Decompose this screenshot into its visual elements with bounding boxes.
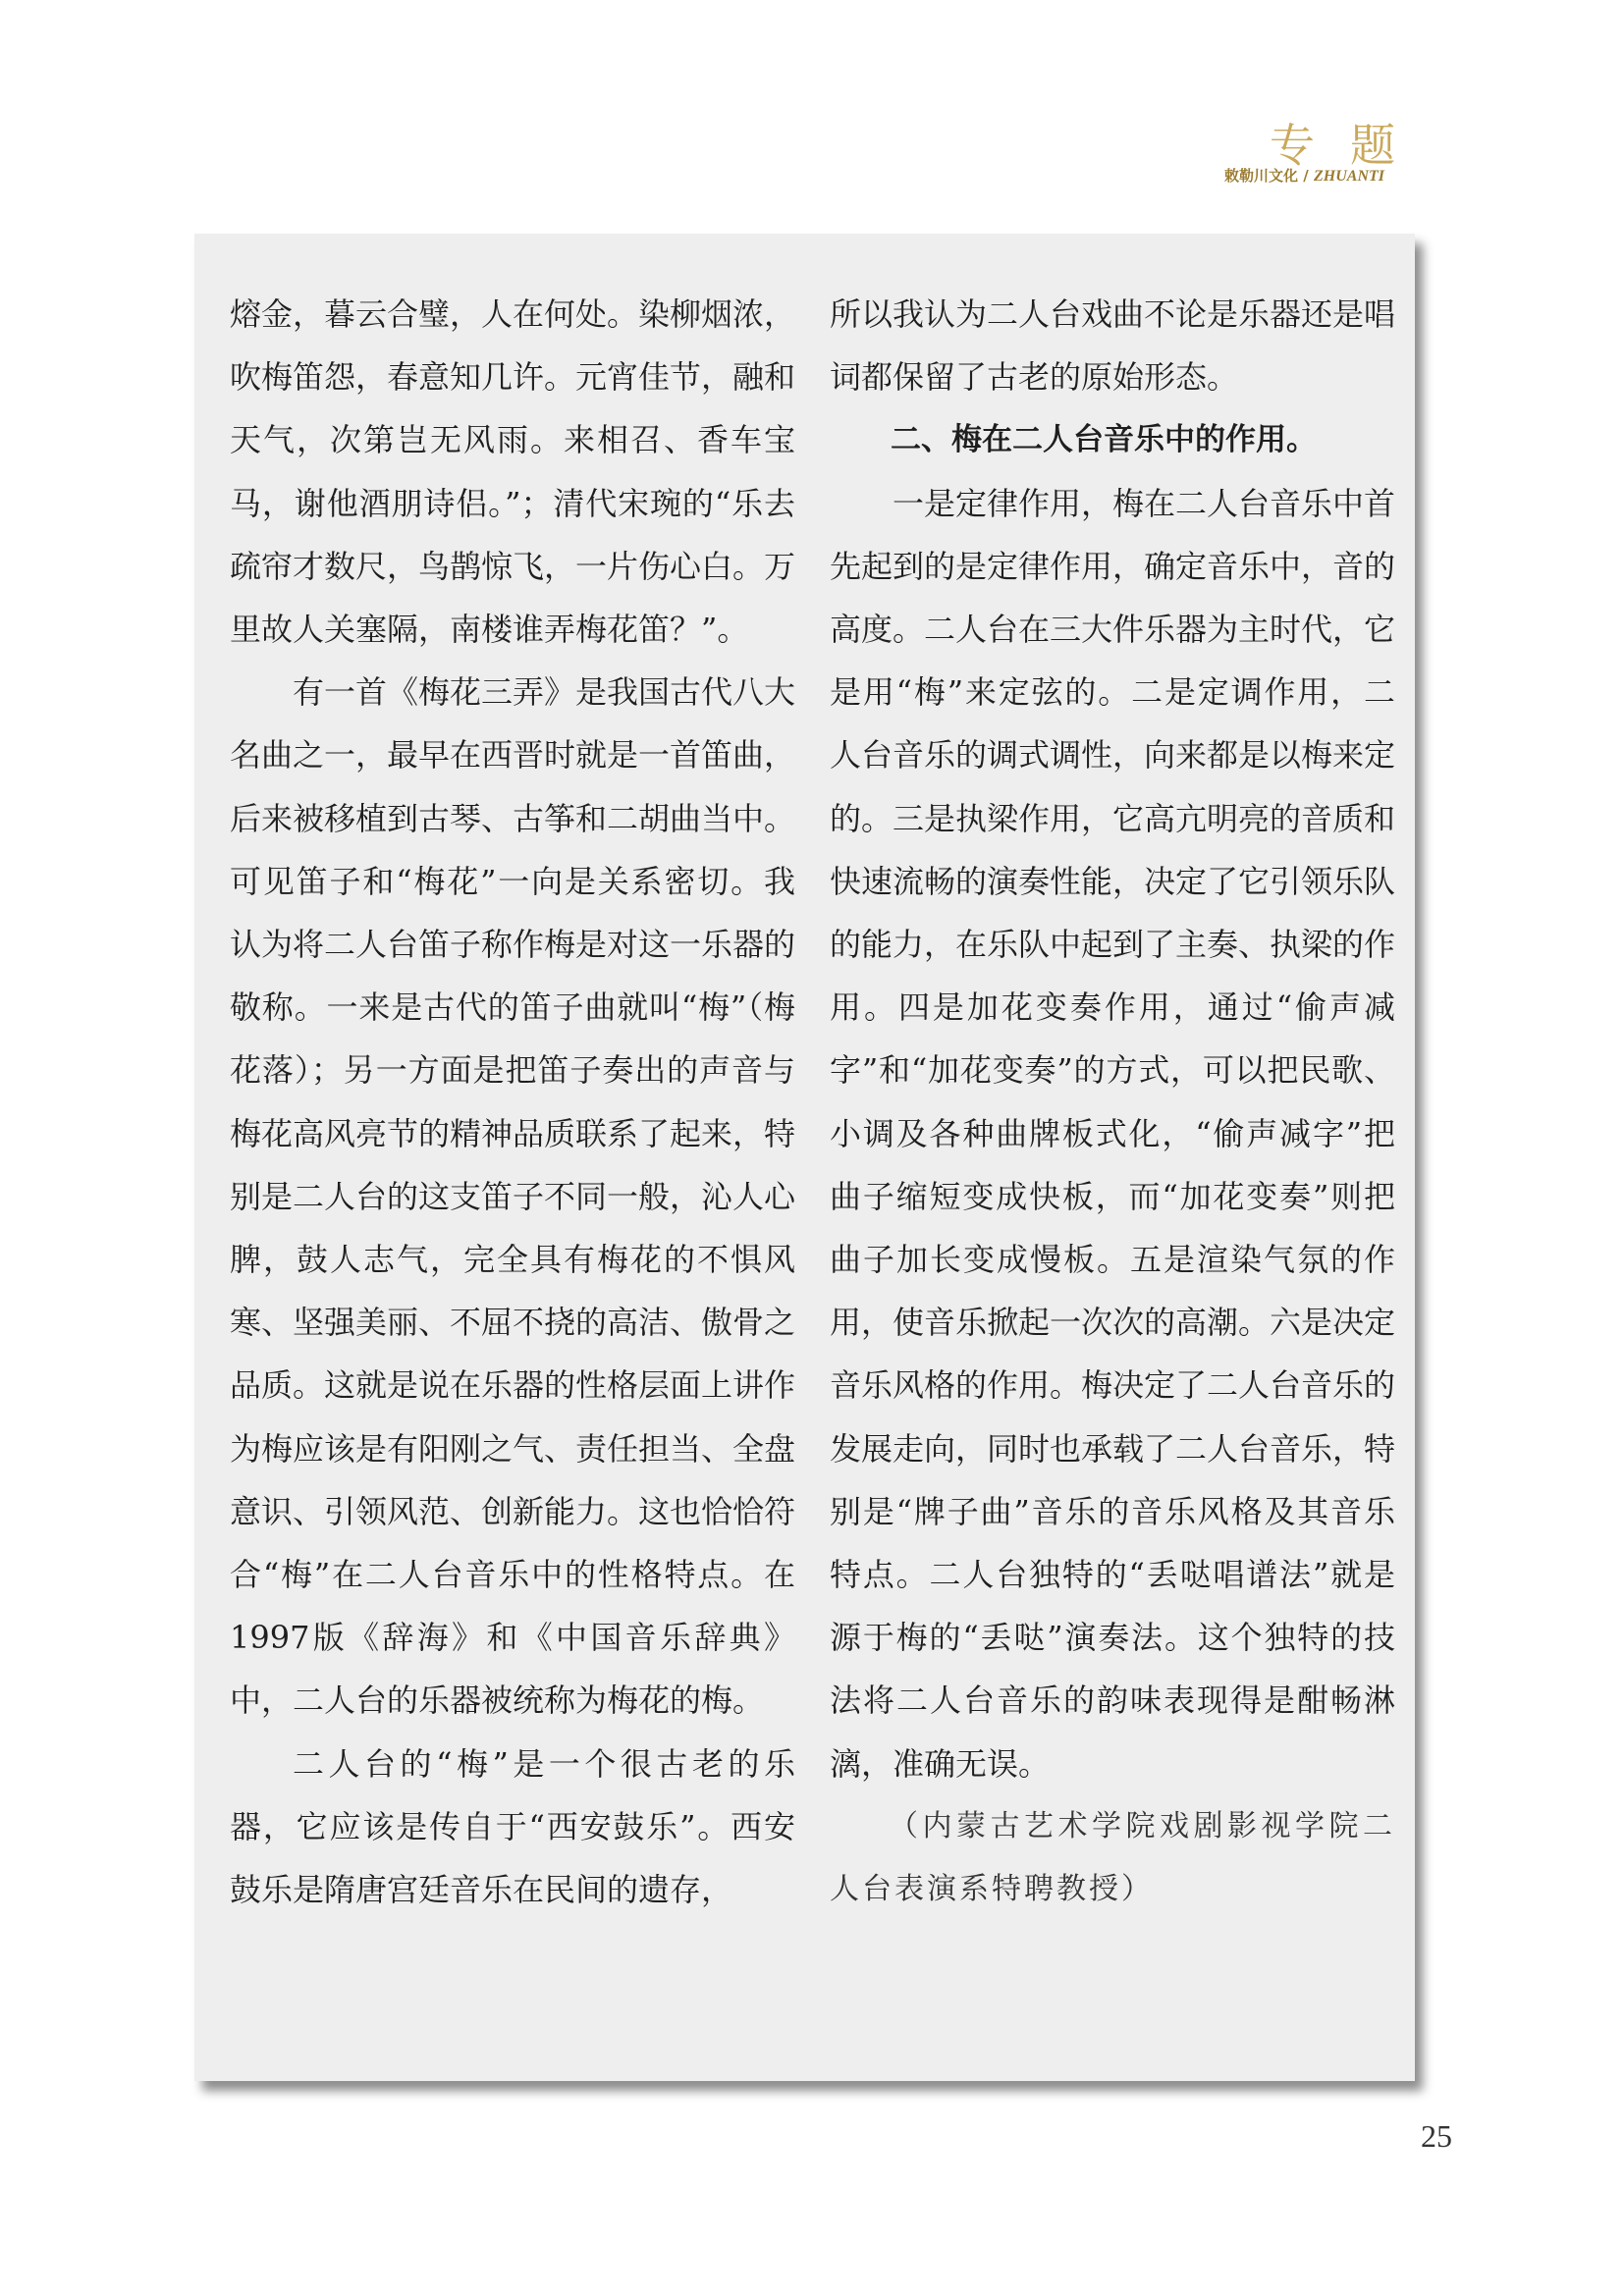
section-heading: 二、梅在二人台音乐中的作用。 <box>891 422 1317 458</box>
section-title: 专题 <box>1270 119 1431 172</box>
paragraph: 所以我认为二人台戏曲不论是乐器还是唱词都保留了古老的原始形态。 <box>830 295 1396 397</box>
section-subtitle-cn: 敕勒川文化 <box>1224 167 1299 185</box>
paragraph: 熔金，暮云合璧，人在何处。染柳烟浓，吹梅笛怨，春意知几许。元宵佳节，融和天气，次第岂无风雨。来相召、香车宝马，谢他酒朋诗侣。”；清代宋琬的“乐去疏帘才数尺，鸟鹊惊飞，一片伤心白。万里故人关塞隔，南楼谁弄梅花笛？”。 <box>230 295 796 649</box>
article-panel <box>194 234 1415 2081</box>
paragraph: 一是定律作用，梅在二人台音乐中首先起到的是定律作用，确定音乐中，音的高度。二人台在三大件乐器为主时代，它是用“梅”来定弦的。二是定调作用，二人台音乐的调式调性，向来都是以梅来定的。三是执梁作用，它高亢明亮的音质和快速流畅的演奏性能，决定了它引领乐队的能力，在乐队中起到了主奏、执梁的作用。四是加花变奏作用，通过“偷声减字”和“加花变奏”的方式，可以把民歌、小调及各种曲牌板式化，“偷声减字”把曲子缩短变成快板，而“加花变奏”则把曲子加长变成慢板。五是渲染气氛的作用，使音乐掀起一次次的高潮。六是决定音乐风格的作用。梅决定了二人台音乐的发展走向，同时也承载了二人台音乐，特别是“牌子曲”音乐的音乐风格及其音乐特点。二人台独特的“丢哒唱谱法”就是源于梅的“丢哒”演奏法。这个独特的技法将二人台音乐的韵味表现得是酣畅淋漓，准确无误。 <box>830 484 1396 1783</box>
paragraph: 有一首《梅花三弄》是我国古代八大名曲之一，最早在西晋时就是一首笛曲，后来被移植到古琴、古筝和二胡曲当中。可见笛子和“梅花”一向是关系密切。我认为将二人台笛子称作梅是对这一乐器的敬称。一来是古代的笛子曲就叫“梅”（梅花落）；另一方面是把笛子奏出的声音与梅花高风亮节的精神品质联系了起来，特别是二人台的这支笛子不同一般，沁人心脾，鼓人志气，完全具有梅花的不惧风寒、坚强美丽、不屈不挠的高洁、傲骨之品质。这就是说在乐器的性格层面上讲作为梅应该是有阳刚之气、责任担当、全盘意识、引领风范、创新能力。这也恰恰符合“梅”在二人台音乐中的性格特点。在1997版《辞海》和《中国音乐辞典》中，二人台的乐器被统称为梅花的梅。 <box>230 673 796 1720</box>
section-subtitle-en: ZHUANTI <box>1314 168 1384 185</box>
author-affiliation: （内蒙古艺术学院戏剧影视学院二人台表演系特聘教授） <box>830 1808 1395 1907</box>
right-column <box>830 283 1395 1921</box>
paragraph: 二人台的“梅”是一个很古老的乐器，它应该是传自于“西安鼓乐”。西安鼓乐是隋唐宫廷音乐在民间的遗存， <box>230 1744 795 1909</box>
section-subtitle-separator: / <box>1303 167 1309 185</box>
left-column <box>230 283 795 1921</box>
page-number: 25 <box>1421 2118 1452 2154</box>
section-subtitle <box>1224 165 1384 186</box>
